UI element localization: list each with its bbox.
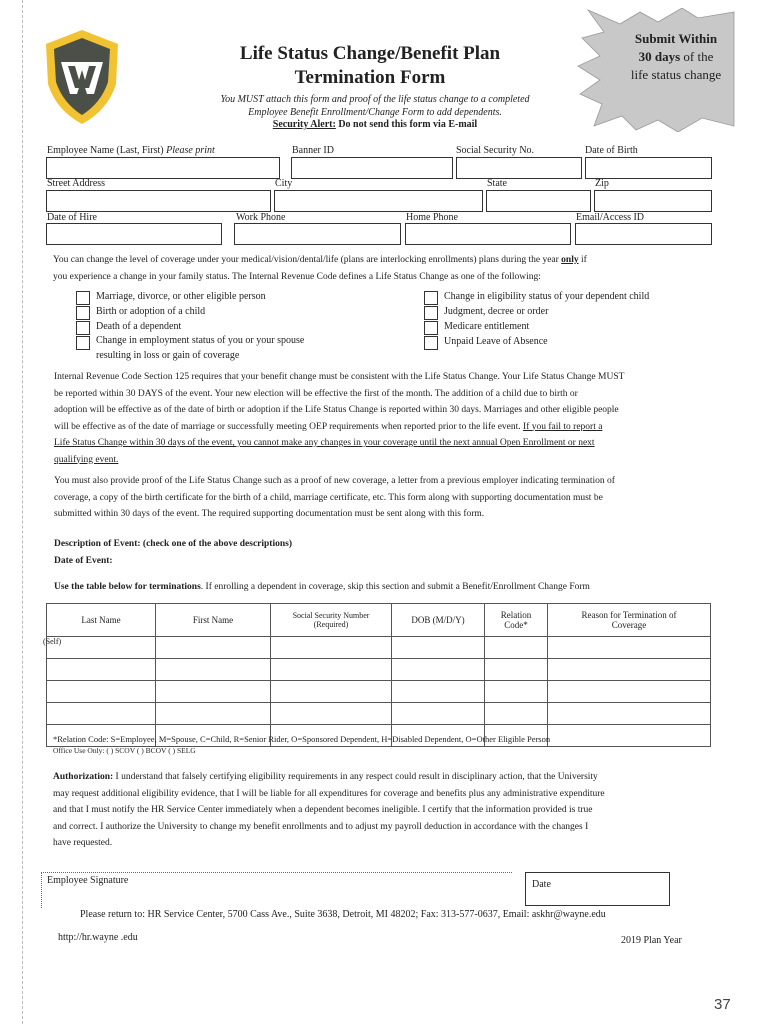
badge-line1: Submit Within	[634, 31, 718, 46]
description-section	[54, 536, 654, 569]
ssn-input[interactable]	[456, 157, 582, 179]
employee-signature-label: Employee Signature	[47, 875, 129, 886]
state-input[interactable]	[486, 190, 591, 212]
checkbox-employment-change[interactable]	[76, 336, 90, 350]
zip-input[interactable]	[594, 190, 712, 212]
table-cell[interactable]	[156, 659, 271, 681]
subtitle-line2: Employee Benefit Enrollment/Change Form to add dependents.	[248, 107, 502, 118]
banner-id-input[interactable]	[291, 157, 453, 179]
plan-year: 2019 Plan Year	[621, 935, 682, 946]
relation-codes: *Relation Code: S=Employee, M=Spouse, C=Child, R=Senior Rider, O=Sponsored Dependent, H=Disabled Dependent, O=Other Eligible Person	[53, 734, 551, 744]
header-relation-line2: Code*	[504, 620, 528, 630]
checkbox-death[interactable]	[76, 321, 90, 335]
signature-date-field[interactable]	[525, 872, 670, 906]
zip-label: Zip	[595, 178, 609, 189]
header-reason-line1: Reason for Termination of	[581, 610, 677, 620]
table-cell[interactable]	[548, 725, 711, 747]
table-intro-rest: . If enrolling a dependent in coverage, skip this section and submit a Benefit/Enrollment Change Form	[200, 582, 590, 592]
please-print-text: Please print	[166, 145, 215, 156]
table-cell[interactable]	[392, 659, 485, 681]
email-input[interactable]	[575, 223, 712, 245]
hr-website-link[interactable]: http://hr.wayne .edu	[58, 932, 138, 943]
title-line1: Life Status Change/Benefit Plan	[239, 43, 501, 64]
header-ssn-line2: (Required)	[313, 620, 349, 629]
office-use-only: Office Use Only: ( ) SCOV ( ) BCOV ( ) SELG	[53, 746, 196, 755]
badge-text	[620, 30, 732, 84]
table-cell[interactable]	[271, 681, 392, 703]
street-address-input[interactable]	[46, 190, 271, 212]
work-phone-input[interactable]	[234, 223, 401, 245]
table-cell[interactable]	[485, 637, 548, 659]
employee-name-text: Employee Name (Last, First)	[47, 145, 164, 156]
intro-line2: you experience a change in your family status. The Internal Revenue Code defines a Life Status Change as one of the following:	[53, 271, 541, 282]
termination-table	[43, 603, 711, 747]
checkbox-judgment[interactable]	[424, 306, 438, 320]
page-number: 37	[714, 996, 731, 1013]
checkbox-leave[interactable]	[424, 336, 438, 350]
proof-line3: submitted within 30 days of the event. The required supporting documentation must be sent along with this form.	[54, 509, 485, 519]
checkbox-marriage[interactable]	[76, 291, 90, 305]
header-reason	[548, 604, 711, 637]
intro-only: only	[561, 255, 579, 265]
table-intro-bold: Use the table below for terminations	[54, 582, 201, 592]
table-cell[interactable]	[156, 637, 271, 659]
intro-paragraph	[53, 252, 733, 285]
event-birth-label: Birth or adoption of a child	[96, 306, 206, 317]
dob-label: Date of Birth	[585, 145, 638, 156]
table-cell[interactable]	[548, 681, 711, 703]
city-input[interactable]	[274, 190, 483, 212]
irc-line5b: until the next annual Open Enrollment or next	[417, 438, 595, 448]
header-ssn	[271, 604, 392, 637]
event-medicare-label: Medicare entitlement	[444, 321, 530, 332]
ssn-label: Social Security No.	[456, 145, 535, 156]
irc-line2: be reported within 30 DAYS of the event. Your new election will be effective the first of the month. The addition of a child due to birth or	[54, 388, 578, 399]
date-of-hire-label: Date of Hire	[47, 212, 97, 223]
table-row[interactable]	[47, 681, 711, 703]
irc-paragraph	[54, 369, 744, 468]
table-cell[interactable]	[271, 703, 392, 725]
proof-line2: coverage, a copy of the birth certificate for the birth of a child, marriage certificate, etc. This form along with supporting documentation must be	[54, 492, 603, 503]
table-cell[interactable]	[392, 681, 485, 703]
table-cell[interactable]	[271, 659, 392, 681]
checkbox-dependent-eligibility[interactable]	[424, 291, 438, 305]
irc-line4a: will be effective as of the date of marriage or successfully meeting OEP requirements when reported prior to the life event.	[54, 421, 524, 432]
table-cell[interactable]	[392, 637, 485, 659]
table-row[interactable]	[47, 703, 711, 725]
employee-signature-field[interactable]	[41, 872, 512, 908]
badge-of-the: of the	[680, 49, 714, 64]
irc-line1: Internal Revenue Code Section 125 requires that your benefit change must be consistent with the Life Status Change. Your Life Status Change MUST	[54, 372, 625, 382]
security-alert	[185, 119, 565, 130]
table-cell[interactable]	[47, 659, 156, 681]
employee-name-label	[47, 145, 215, 156]
description-line2: Date of Event:	[54, 555, 113, 566]
security-alert-label: Security Alert:	[272, 119, 336, 130]
form-title	[190, 42, 550, 90]
self-label[interactable]	[43, 637, 156, 659]
table-cell[interactable]	[271, 637, 392, 659]
table-header-row	[47, 604, 711, 637]
header-reason-line2: Coverage	[611, 620, 647, 630]
table-intro	[54, 579, 744, 596]
table-cell[interactable]	[47, 681, 156, 703]
irc-line5a: Life Status Change within 30 days of the event, you cannot make any changes in your coverage	[54, 438, 418, 448]
event-judgment-label: Judgment, decree or order	[444, 306, 549, 317]
signature-date-label: Date	[532, 879, 551, 890]
header-ssn-line1: Social Security Number	[292, 611, 370, 620]
header-relation	[485, 604, 548, 637]
authorization-label: Authorization:	[53, 772, 114, 782]
event-death-label: Death of a dependent	[96, 321, 182, 332]
table-cell[interactable]	[548, 637, 711, 659]
header-first-name: First Name	[156, 604, 271, 637]
banner-id-label: Banner ID	[292, 145, 334, 156]
event-eligibility-label: Change in eligibility status of your dependent child	[444, 291, 650, 302]
intro-line1a: You can change the level of coverage under your medical/vision/dental/life (plans are interlocking enrollments) plans during the year	[53, 255, 562, 265]
description-line1: Description of Event: (check one of the above descriptions)	[54, 539, 293, 549]
badge-days: 30 days	[638, 49, 681, 64]
dob-input[interactable]	[585, 157, 712, 179]
irc-line6: qualifying event.	[54, 454, 119, 465]
table-cell[interactable]	[485, 659, 548, 681]
subtitle-line1: You MUST attach this form and proof of the life status change to a completed	[220, 94, 530, 105]
employee-name-input[interactable]	[46, 157, 280, 179]
table-cell[interactable]	[485, 681, 548, 703]
table-row[interactable]	[47, 659, 711, 681]
irc-line4b: If you fail to report a	[523, 421, 603, 432]
self-text: (Self)	[43, 637, 62, 646]
left-margin-line	[22, 0, 23, 1024]
authorization-line5: have requested.	[53, 838, 113, 848]
event-employment-extra: resulting in loss or gain of coverage	[96, 350, 240, 361]
table-cell[interactable]	[485, 703, 548, 725]
home-phone-label: Home Phone	[406, 212, 458, 223]
table-cell[interactable]	[47, 703, 156, 725]
checkbox-medicare[interactable]	[424, 321, 438, 335]
table-cell[interactable]	[392, 703, 485, 725]
table-cell[interactable]	[548, 703, 711, 725]
header-dob: DOB (M/D/Y)	[392, 604, 485, 637]
header-last-name: Last Name	[47, 604, 156, 637]
street-address-label: Street Address	[47, 178, 106, 189]
home-phone-input[interactable]	[405, 223, 571, 245]
table-cell[interactable]	[156, 681, 271, 703]
date-of-hire-input[interactable]	[46, 223, 222, 245]
table-cell[interactable]	[548, 659, 711, 681]
city-label: City	[275, 178, 293, 189]
table-cell[interactable]	[156, 703, 271, 725]
event-leave-label: Unpaid Leave of Absence	[444, 336, 548, 347]
state-label: State	[487, 178, 507, 189]
authorization-line1: I understand that falsely certifying eligibility requirements in any respect could result in disciplinary action, that the University	[113, 772, 598, 782]
security-alert-text: Do not send this form via E-mail	[335, 119, 478, 130]
authorization-line4: and correct. I authorize the University to change my benefit enrollments and to adjust my payroll deduction in accordance with the changes I	[53, 821, 589, 832]
intro-line1b: if	[578, 255, 587, 265]
work-phone-label: Work Phone	[236, 212, 286, 223]
proof-paragraph	[54, 473, 744, 523]
form-subtitle	[185, 93, 565, 119]
authorization-line3: and that I must notify the HR Service Center immediately when a dependent becomes ineligible. I certify that the information provided is true	[53, 805, 593, 815]
return-address: Please return to: HR Service Center, 5700 Cass Ave., Suite 3638, Detroit, MI 48202; Fax: 313-577-0637, Email: askhr@wayne.edu	[80, 909, 606, 920]
proof-line1: You must also provide proof of the Life Status Change such as a proof of new coverage, a letter from a previous employer indicating termination of	[54, 476, 615, 486]
table-row[interactable]	[47, 637, 711, 659]
event-marriage-label: Marriage, divorce, or other eligible person	[96, 291, 266, 302]
checkbox-birth-adoption[interactable]	[76, 306, 90, 320]
authorization-line2: may request additional eligibility evidence, that I will be liable for all expenditures for coverage and benefits plus any administrative expenditure	[53, 788, 605, 799]
event-employment-label: Change in employment status of you or your spouse	[96, 335, 305, 346]
irc-line3: adoption will be effective as of the date of birth or adoption if the Life Status Change is reported within 30 days. Marriages and other eligible people	[54, 405, 619, 415]
email-label: Email/Access ID	[576, 212, 645, 223]
university-shield-logo	[44, 28, 120, 126]
badge-line3: life status change	[630, 67, 722, 82]
title-line2: Termination Form	[294, 67, 446, 88]
authorization-paragraph	[53, 769, 743, 852]
header-relation-line1: Relation	[500, 610, 532, 620]
